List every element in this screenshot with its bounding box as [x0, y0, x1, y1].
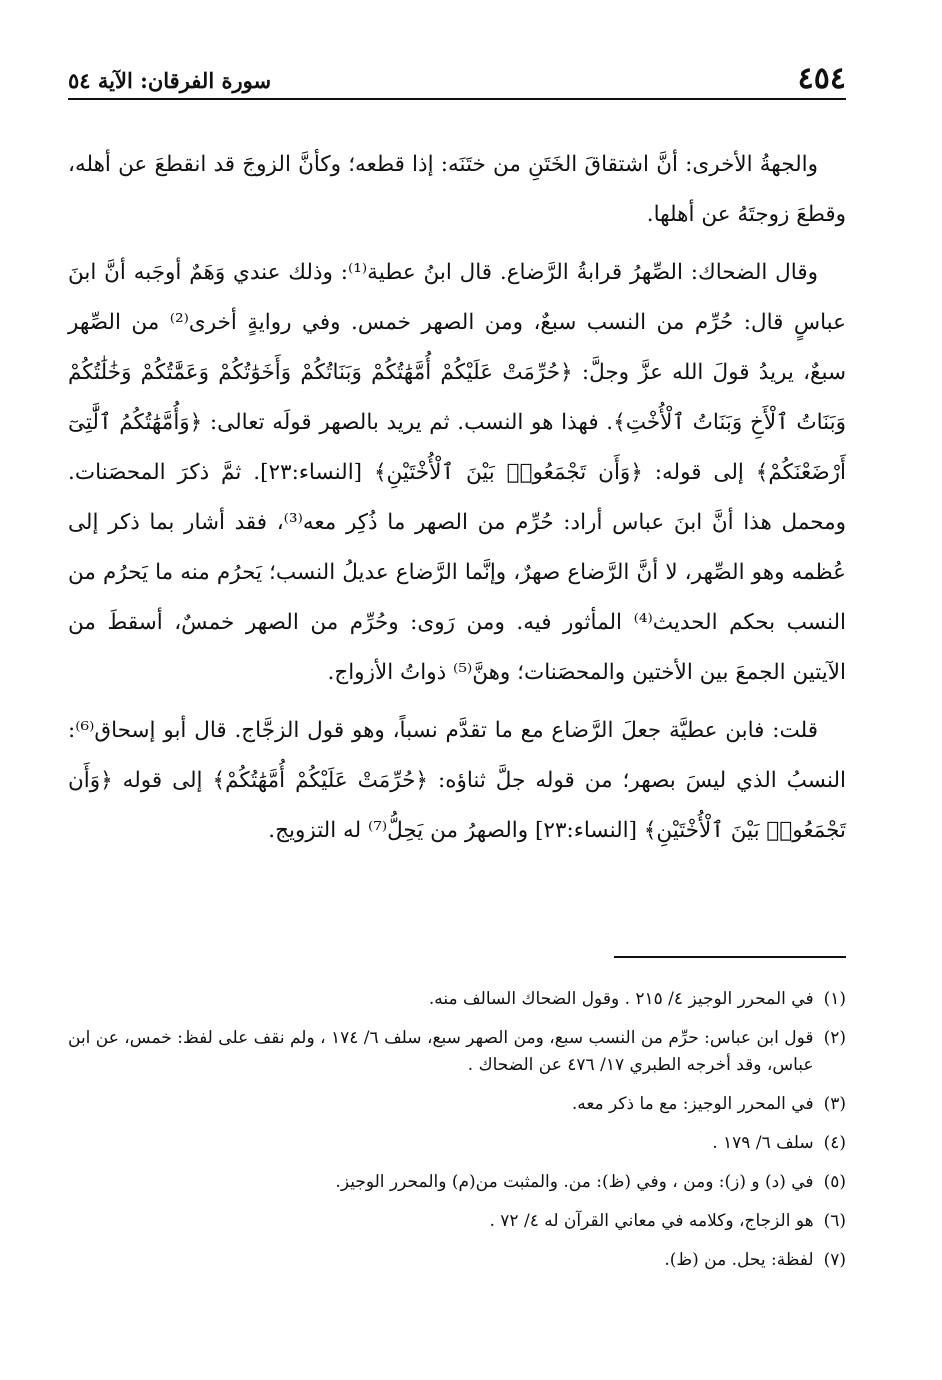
paragraph: وقال الضحاك: الصِّهرُ قرابةُ الرَّضاع. قال ابنُ عطية⁽¹⁾: وذلك عندي وَهَمٌ أوجَبه أنَّ ابنَ عباسٍ قال: حُرِّم من النسب سبعٌ، ومن الصهر خمس. وفي روايةٍ أخرى⁽²⁾ من الصِّهر سبعٌ، يريدُ قولَ الله عزَّ وجلَّ: ﴿حُرِّمَتْ عَلَيْكُمْ أُمَّهَٰتُكُمْ وَبَنَاتُكُمْ وَأَخَوَٰتُكُمْ وَعَمَّٰتُكُمْ وَخَٰلَٰتُكُمْ وَبَنَاتُ ٱلْأَخِ وَبَنَاتُ ٱلْأُخْتِ﴾. فهذا هو النسب. ثم يريد بالصهر قولَه تعالى: ﴿وَأُمَّهَٰتُكُمُ ٱلَّٰتِىٓ أَرْضَعْنَكُمْ﴾ إلى قوله: ﴿وَأَن تَجْمَعُوا۟ بَيْنَ ٱلْأُخْتَيْنِ﴾ [النساء:٢٣]. ثمَّ ذكرَ المحصَنات. ومحمل هذا أنَّ ابنَ عباس أراد: حُرِّم من الصهر ما ذُكِر معه⁽³⁾، فقد أشار بما ذكر إلى عُظمه وهو الصِّهر، لا أنَّ الرَّضاع صهرٌ، وإنَّما الرَّضاع عديلُ النسب؛ يَحرُم منه ما يَحرُم من النسب بحكم الحديث⁽⁴⁾ المأثور فيه. ومن رَوى: وحُرِّم من الصهر خمسٌ، أسقطَ من الآيتين الجمعَ بين الأختين والمحصَنات؛ وهنَّ⁽⁵⁾ ذواتُ الأزواج.	[68, 260, 846, 685]
footnote-number: (١)	[823, 989, 846, 1009]
footnote	[68, 1091, 846, 1118]
footnote-text: قول ابن عباس: حرِّم من النسب سبع، ومن الصهر سبع، سلف ٦/ ١٧٤ ، ولم نقف على لفظ: خمس، عن ابن عباس، وقد أخرجه الطبري ١٧/ ٤٧٦ عن الضحاك .	[68, 1028, 814, 1075]
footnote-number: (٢)	[823, 1028, 846, 1048]
footnote-number: (٦)	[823, 1211, 846, 1231]
page-header	[68, 58, 846, 100]
footnote	[68, 986, 846, 1013]
footnotes	[68, 986, 846, 1286]
footnote	[68, 1208, 846, 1235]
footnote-number: (٣)	[823, 1094, 846, 1114]
footnote-number: (٤)	[823, 1133, 846, 1153]
footnote	[68, 1130, 846, 1157]
main-text	[68, 140, 846, 864]
footnote-text: في المحرر الوجيز ٤/ ٢١٥ . وقول الضحاك السالف منه.	[428, 989, 814, 1009]
paragraph: والجهةُ الأخرى: أنَّ اشتقاقَ الخَتَنِ من ختَنَه: إذا قطعه؛ وكأنَّ الزوجَ قد انقطعَ عن أهله، وقطعَ زوجتَهُ عن أهلها.	[68, 152, 846, 227]
footnote-text: هو الزجاج، وكلامه في معاني القرآن له ٤/ ٧٢ .	[489, 1211, 814, 1231]
page-number: ٤٥٤	[797, 61, 846, 96]
footnote-separator	[614, 956, 846, 958]
footnote	[68, 1169, 846, 1196]
footnote-number: (٥)	[823, 1172, 846, 1192]
footnote-number: (٧)	[823, 1250, 846, 1270]
footnote-text: في المحرر الوجيز: مع ما ذكر معه.	[571, 1094, 814, 1114]
paragraph: قلت: فابن عطيَّة جعلَ الرَّضاع مع ما تقدَّم نسباً، وهو قول الزجَّاج. قال أبو إسحاق⁽⁶⁾: النسبُ الذي ليسَ بصهر؛ من قوله جلَّ ثناؤه: ﴿حُرِّمَتْ عَلَيْكُمْ أُمَّهَٰتُكُمْ﴾ إلى قوله ﴿وَأَن تَجْمَعُوا۟ بَيْنَ ٱلْأُخْتَيْنِ﴾ [النساء:٢٣] والصهرُ من يَحِلُّ⁽⁷⁾ له التزويج.	[68, 718, 846, 843]
footnote	[68, 1025, 846, 1079]
footnote	[68, 1247, 846, 1274]
footnote-text: سلف ٦/ ١٧٩ .	[712, 1133, 814, 1153]
running-title: سورة الفرقان: الآية ٥٤	[68, 68, 272, 93]
footnote-text: لفظة: يحل. من (ظ).	[664, 1250, 814, 1270]
footnote-text: في (د) و (ز): ومن ، وفي (ظ): من. والمثبت من(م) والمحرر الوجيز.	[335, 1172, 814, 1192]
